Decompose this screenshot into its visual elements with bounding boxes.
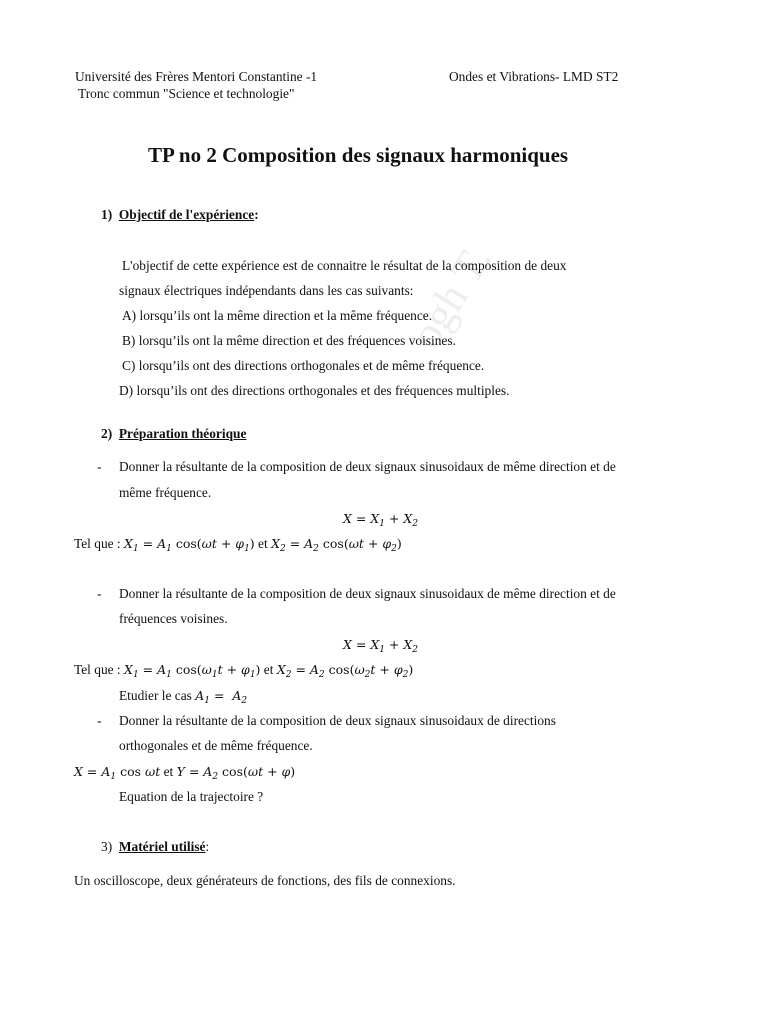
section1-colon: : bbox=[254, 207, 259, 222]
section1-intro-line1: L'objectif de cette expérience est de connaitre le résultat de la composition de deux bbox=[122, 258, 567, 273]
section1-intro-line2: signaux électriques indépendants dans les cas suivants: bbox=[119, 283, 414, 298]
section1-heading bbox=[101, 207, 259, 223]
et-label: et bbox=[263, 662, 274, 677]
equation-equal-amplitudes: $A_1 = A_2$ bbox=[195, 688, 248, 706]
header-course: Ondes et Vibrations- LMD ST2 bbox=[449, 69, 619, 84]
equation-trajectoire-question: Equation de la trajectoire ? bbox=[119, 789, 264, 804]
section1-case-a: A) lorsqu’ils ont la même direction et la même fréquence. bbox=[122, 308, 433, 323]
section1-case-d: D) lorsqu’ils ont des directions orthogonales et des fréquences multiples. bbox=[119, 383, 510, 398]
item1-line2: même fréquence. bbox=[119, 485, 212, 500]
section3-heading bbox=[101, 839, 209, 855]
item1-line1: Donner la résultante de la composition de deux signaux sinusoidaux de même direction et de bbox=[119, 459, 616, 474]
definition-line-1 bbox=[74, 536, 402, 552]
etudier-label: Etudier le cas bbox=[119, 688, 192, 703]
bullet-dash: - bbox=[97, 586, 102, 601]
section2-heading bbox=[101, 426, 246, 442]
section3-title: Matériel utilisé bbox=[118, 839, 206, 854]
item2-line2: fréquences voisines. bbox=[119, 611, 228, 626]
section1-number: 1) bbox=[101, 207, 113, 222]
equation-x1-close-freq: $X_1 = A_1$ $\cos(\omega_1t + \varphi_1)$ bbox=[124, 662, 261, 680]
equation-x2-same-freq: $X_2 = A_2$ $\cos(\omega t + \varphi_2)$ bbox=[271, 536, 402, 554]
item3-line1: Donner la résultante de la composition de deux signaux sinusoidaux de directions bbox=[119, 713, 556, 728]
item3-line2: orthogonales et de même fréquence. bbox=[119, 738, 313, 753]
et-label: et bbox=[258, 536, 268, 551]
page-title: TP no 2 Composition des signaux harmoniques bbox=[148, 143, 569, 167]
definition-line-2 bbox=[74, 662, 413, 678]
equation-sum-1: $X = X_1 + X_2$ bbox=[343, 511, 419, 529]
header-program: Tronc commun "Science et technologie" bbox=[78, 86, 295, 101]
section1-case-c: C) lorsqu’ils ont des directions orthogonales et de même fréquence. bbox=[122, 358, 485, 373]
section3-content: Un oscilloscope, deux générateurs de fonctions, des fils de connexions. bbox=[74, 873, 456, 888]
equation-y-orthogonal: $Y = A_2$ cos(ωt + φ) bbox=[176, 764, 296, 782]
tel-que-label: Tel que : bbox=[74, 662, 121, 677]
section1-title: Objectif de l'expérience bbox=[118, 207, 255, 222]
section3-number: 3) bbox=[101, 839, 113, 854]
section2-number: 2) bbox=[101, 426, 113, 441]
etudier-line bbox=[119, 688, 247, 704]
item2-line1: Donner la résultante de la composition de deux signaux sinusoidaux de même direction et de bbox=[119, 586, 616, 601]
bullet-dash: - bbox=[97, 459, 102, 474]
definition-line-3 bbox=[74, 764, 295, 780]
section2-title: Préparation théorique bbox=[118, 426, 247, 441]
bullet-dash: - bbox=[97, 713, 102, 728]
equation-x1-same-freq: $X_1 = A_1$ $\cos(\omega t + \varphi_1)$ bbox=[124, 536, 255, 554]
equation-x-orthogonal: $X = A_1$ cos ωt bbox=[74, 764, 161, 782]
equation-x2-close-freq: $X_2 = A_2$ $\cos(\omega_2t + \varphi_2)$ bbox=[276, 662, 414, 680]
section1-case-b: B) lorsqu’ils ont la même direction et des fréquences voisines. bbox=[122, 333, 456, 348]
tel-que-label: Tel que : bbox=[74, 536, 121, 551]
header-university: Université des Frères Mentori Constantine -1 bbox=[75, 69, 318, 84]
watermark: ogh T. bbox=[400, 236, 502, 357]
equation-sum-2: $X = X_1 + X_2$ bbox=[343, 637, 419, 655]
et-label: et bbox=[163, 764, 174, 779]
section3-colon: : bbox=[205, 839, 210, 854]
